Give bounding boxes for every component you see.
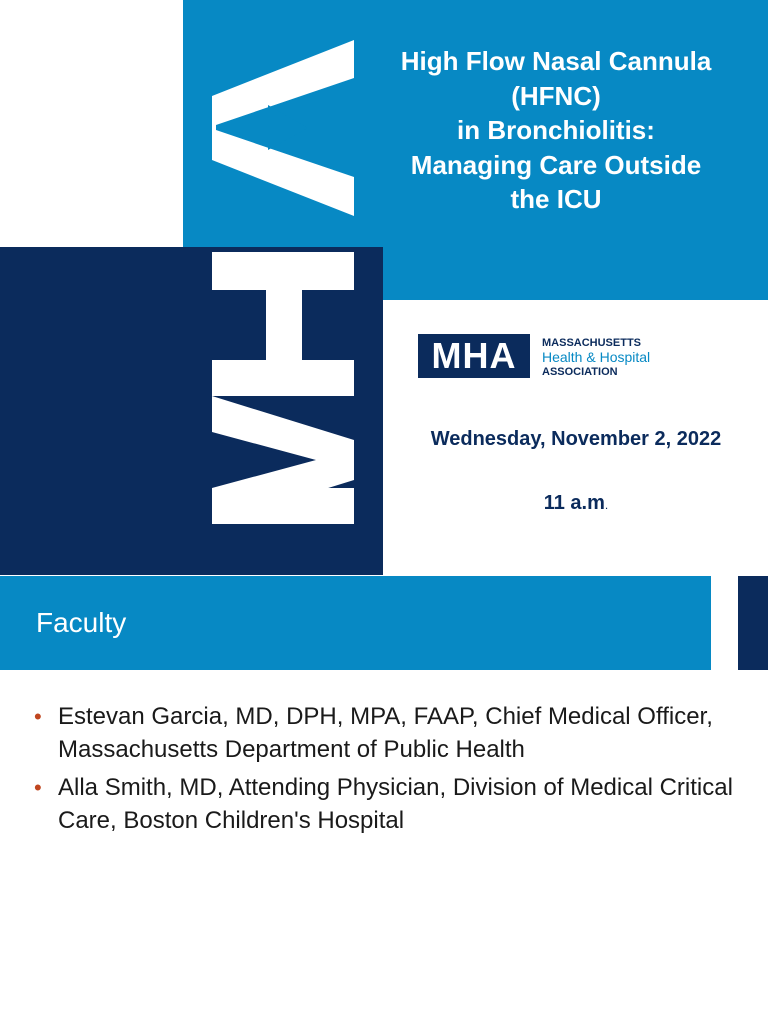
event-time-suffix: . [604,498,609,512]
faculty-heading: Faculty [36,607,127,638]
mha-logo-mark: MHA [418,334,530,378]
faculty-entry: Estevan Garcia, MD, DPH, MPA, FAAP, Chief Medical Officer, Massachusetts Department of Public Health [58,703,713,763]
bullet-icon: • [34,775,42,800]
event-date: Wednesday, November 2, 2022 [430,428,722,450]
white-corner [0,0,183,247]
slide-title: High Flow Nasal Cannula (HFNC) in Bronchiolitis: Managing Care Outside the ICU [400,46,712,214]
logo-line-2: Health & Hospital [542,349,651,365]
mha-logo [418,334,688,380]
list-item [32,771,752,837]
faculty-side-bar [738,576,768,670]
event-time-text: 11 a.m [543,492,605,514]
mha-watermark-icon [208,40,360,530]
logo-line-1: MASSACHUSETTS [542,337,642,349]
event-time [384,492,768,515]
faculty-list [32,700,752,842]
list-item [32,700,752,766]
faculty-entry: Alla Smith, MD, Attending Physician, Division of Medical Critical Care, Boston Children's Hospital [58,774,733,834]
mha-logo-text [542,336,650,379]
logo-line-3: ASSOCIATION [542,366,618,378]
bullet-icon: • [34,704,42,729]
